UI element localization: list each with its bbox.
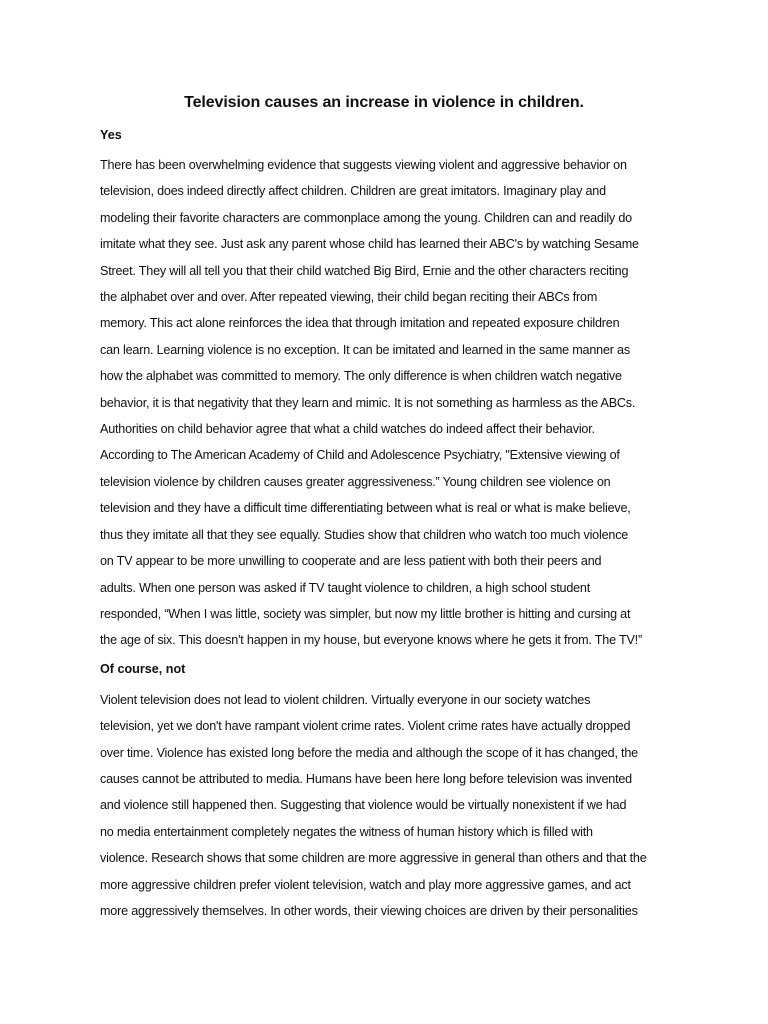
section-heading-yes: Yes	[100, 128, 122, 142]
text-line: Authorities on child behavior agree that what a child watches do indeed affect their behavior.	[100, 422, 595, 437]
paragraph-of-course-not	[100, 687, 672, 925]
text-line: behavior, it is that negativity that they learn and mimic. It is not something as harmless as the ABCs.	[100, 395, 636, 410]
text-line: on TV appear to be more unwilling to cooperate and are less patient with both their peers and	[100, 554, 602, 569]
text-line: no media entertainment completely negates the witness of human history which is filled with	[100, 824, 593, 839]
text-line: more aggressive children prefer violent television, watch and play more aggressive games, and act	[100, 877, 631, 892]
text-line: Violent television does not lead to violent children. Virtually everyone in our society watches	[100, 692, 591, 707]
text-line: thus they imitate all that they see equally. Studies show that children who watch too much violence	[100, 527, 629, 542]
text-line: the age of six. This doesn't happen in my house, but everyone knows where he gets it from. The TV!”	[100, 633, 642, 648]
text-line: imitate what they see. Just ask any parent whose child has learned their ABC's by watching Sesame	[100, 237, 639, 252]
text-line: modeling their favorite characters are commonplace among the young. Children can and readily do	[100, 210, 632, 225]
text-line: responded, “When I was little, society was simpler, but now my little brother is hitting and cursing at	[100, 606, 631, 621]
paragraph-yes	[100, 152, 672, 654]
text-line: television, yet we don't have rampant violent crime rates. Violent crime rates have actually dropped	[100, 719, 631, 734]
text-line: more aggressively themselves. In other words, their viewing choices are driven by their personalities	[100, 903, 638, 918]
document-title: Television causes an increase in violence in children.	[184, 94, 584, 111]
text-line: memory. This act alone reinforces the idea that through imitation and repeated exposure children	[100, 316, 620, 331]
document-body	[100, 126, 672, 924]
text-line: There has been overwhelming evidence that suggests viewing violent and aggressive behavior on	[100, 158, 627, 172]
text-line: the alphabet over and over. After repeated viewing, their child began reciting their ABCs from	[100, 290, 598, 305]
text-line: can learn. Learning violence is no exception. It can be imitated and learned in the same manner as	[100, 342, 630, 357]
text-line: over time. Violence has existed long before the media and although the scope of it has changed, the	[100, 745, 638, 760]
text-line: television violence by children causes greater aggressiveness.” Young children see violence on	[100, 474, 611, 489]
text-line: Street. They will all tell you that their child watched Big Bird, Ernie and the other characters reciting	[100, 263, 629, 278]
text-line: television, does indeed directly affect children. Children are great imitators. Imaginary play and	[100, 184, 606, 199]
text-line: According to The American Academy of Child and Adolescence Psychiatry, "Extensive viewing of	[100, 448, 620, 463]
text-line: causes cannot be attributed to media. Humans have been here long before television was invented	[100, 771, 632, 786]
text-line: violence. Research shows that some children are more aggressive in general than others and that the	[100, 851, 647, 866]
text-line: how the alphabet was committed to memory. The only difference is when children watch negative	[100, 369, 622, 384]
text-line: and violence still happened then. Suggesting that violence would be virtually nonexistent if we had	[100, 798, 627, 813]
section-heading-of-course-not: Of course, not	[100, 661, 186, 676]
text-line: television and they have a difficult time differentiating between what is real or what is make believe,	[100, 501, 631, 516]
text-line: adults. When one person was asked if TV taught violence to children, a high school student	[100, 580, 591, 595]
